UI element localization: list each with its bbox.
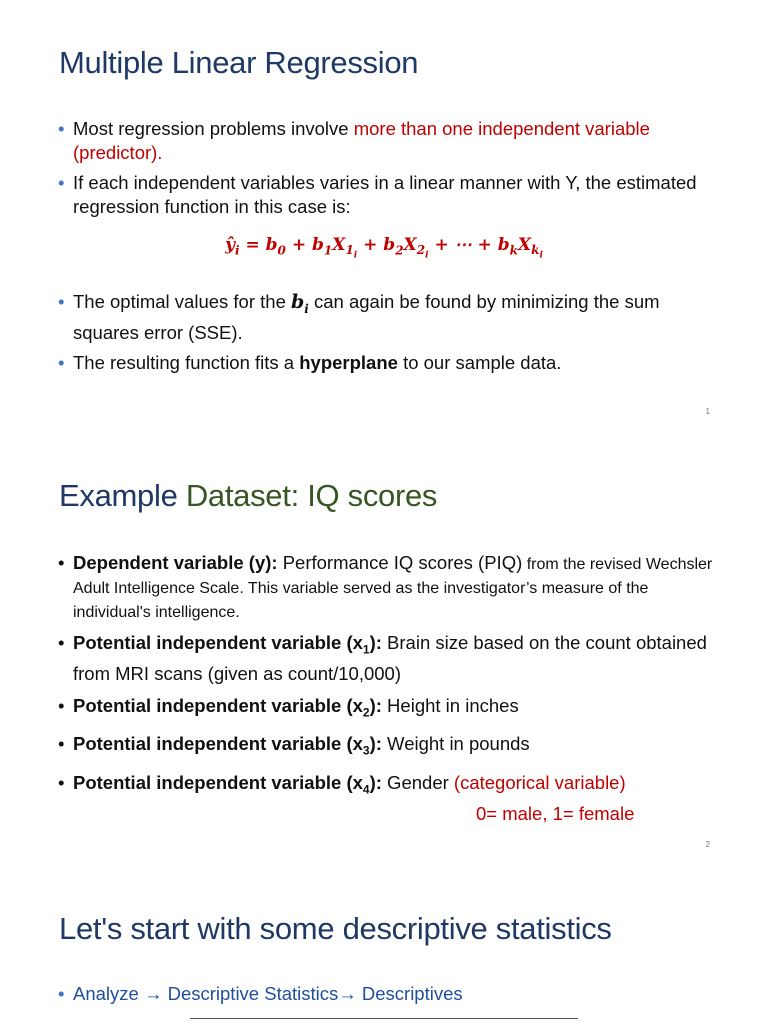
bullet-item bbox=[58, 351, 728, 375]
slide-3-title: Let's start with some descriptive statistics bbox=[59, 911, 612, 946]
bullet-dot: • bbox=[58, 172, 65, 193]
bullet-item bbox=[58, 551, 728, 623]
bullet-label: Potential independent variable $(x_1)$: bbox=[73, 632, 382, 657]
bullet-small-text: from the revised Wechsler Adult Intelligence Scale. This variable served as the investigator’s measure of the individual's intelligence. bbox=[73, 556, 713, 621]
bullet-label: Potential independent variable $(x_2)$: bbox=[73, 694, 382, 720]
formula-text: $ŷ_i = b_0 + b_1X_{1_i} + b_2X_{2_i}$ + ⋯ + $b_kX_{k_i}$ bbox=[225, 235, 543, 261]
bullet-text: Weight in pounds bbox=[381, 733, 530, 755]
bullet-text: If each independent variables varies in a linear manner with Y, the estimated regression function in this case is: bbox=[73, 172, 697, 217]
bullet-dot: • bbox=[58, 291, 65, 312]
bullet-dot: • bbox=[58, 632, 65, 653]
slide-1-bullets bbox=[58, 117, 728, 219]
bullet-highlight: more than one independent variable (predictor). bbox=[73, 118, 650, 163]
page-number: 1 bbox=[705, 407, 710, 416]
bullet-item bbox=[58, 631, 728, 686]
bullet-dot: • bbox=[58, 772, 65, 794]
bullet-dot: • bbox=[58, 552, 65, 573]
title-part: Example bbox=[59, 478, 186, 513]
bullet-item bbox=[58, 171, 728, 219]
bullet-label: Potential independent variable $(x_4)$: bbox=[73, 772, 382, 797]
bullet-text: to our sample data. bbox=[397, 351, 562, 373]
bullet-text: Performance IQ scores (PIQ) bbox=[277, 552, 523, 573]
bullet-item bbox=[58, 982, 728, 1006]
title-highlight: Dataset: IQ scores bbox=[185, 478, 438, 513]
bullet-text: Brain size based on the count obtained from MRI scans (given as count/10,000) bbox=[73, 632, 707, 684]
b-i-symbol: $b_i$ bbox=[291, 291, 309, 316]
bullet-text: The optimal values for the bbox=[73, 291, 291, 312]
bullet-text: can again be found by minimizing the sum squares error (SSE). bbox=[73, 291, 660, 343]
bullet-bold: hyperplane bbox=[299, 351, 398, 373]
bullet-dot: • bbox=[58, 351, 65, 373]
bullet-highlight: (categorical variable) bbox=[453, 772, 626, 794]
bullet-label: Potential independent variable $(x_3)$: bbox=[73, 733, 382, 759]
slide-1-title: Multiple Linear Regression bbox=[59, 45, 419, 80]
regression-formula bbox=[0, 235, 768, 261]
bullet-dot: • bbox=[58, 733, 65, 755]
slide-2-bullets bbox=[58, 551, 728, 826]
bullet-text: The resulting function fits a bbox=[73, 351, 300, 373]
slide-3 bbox=[0, 865, 768, 1024]
bullet-item bbox=[58, 117, 728, 165]
bullet-text: Most regression problems involve bbox=[73, 118, 354, 139]
gender-coding: 0= male, 1= female bbox=[476, 802, 635, 824]
slide-2-title bbox=[59, 478, 437, 514]
bullet-label: Dependent variable (y): bbox=[73, 552, 278, 573]
bullet-item bbox=[58, 771, 728, 826]
bullet-text: Height in inches bbox=[381, 694, 519, 716]
page-number: 2 bbox=[705, 840, 710, 849]
slide-3-bullets bbox=[58, 982, 728, 1006]
bullet-item bbox=[58, 290, 728, 345]
slide-2 bbox=[0, 433, 768, 865]
bullet-dot: • bbox=[58, 118, 65, 139]
bullet-item bbox=[58, 694, 728, 725]
bullet-dot: • bbox=[58, 983, 65, 1004]
slide-1 bbox=[0, 0, 768, 433]
menu-path-text: Analyze → Descriptive Statistics→ Descriptives bbox=[73, 983, 463, 1004]
slide-1-bullets-lower bbox=[58, 290, 728, 375]
bullet-item bbox=[58, 732, 728, 763]
bullet-text: Gender bbox=[381, 772, 454, 794]
bullet-dot: • bbox=[58, 694, 65, 716]
